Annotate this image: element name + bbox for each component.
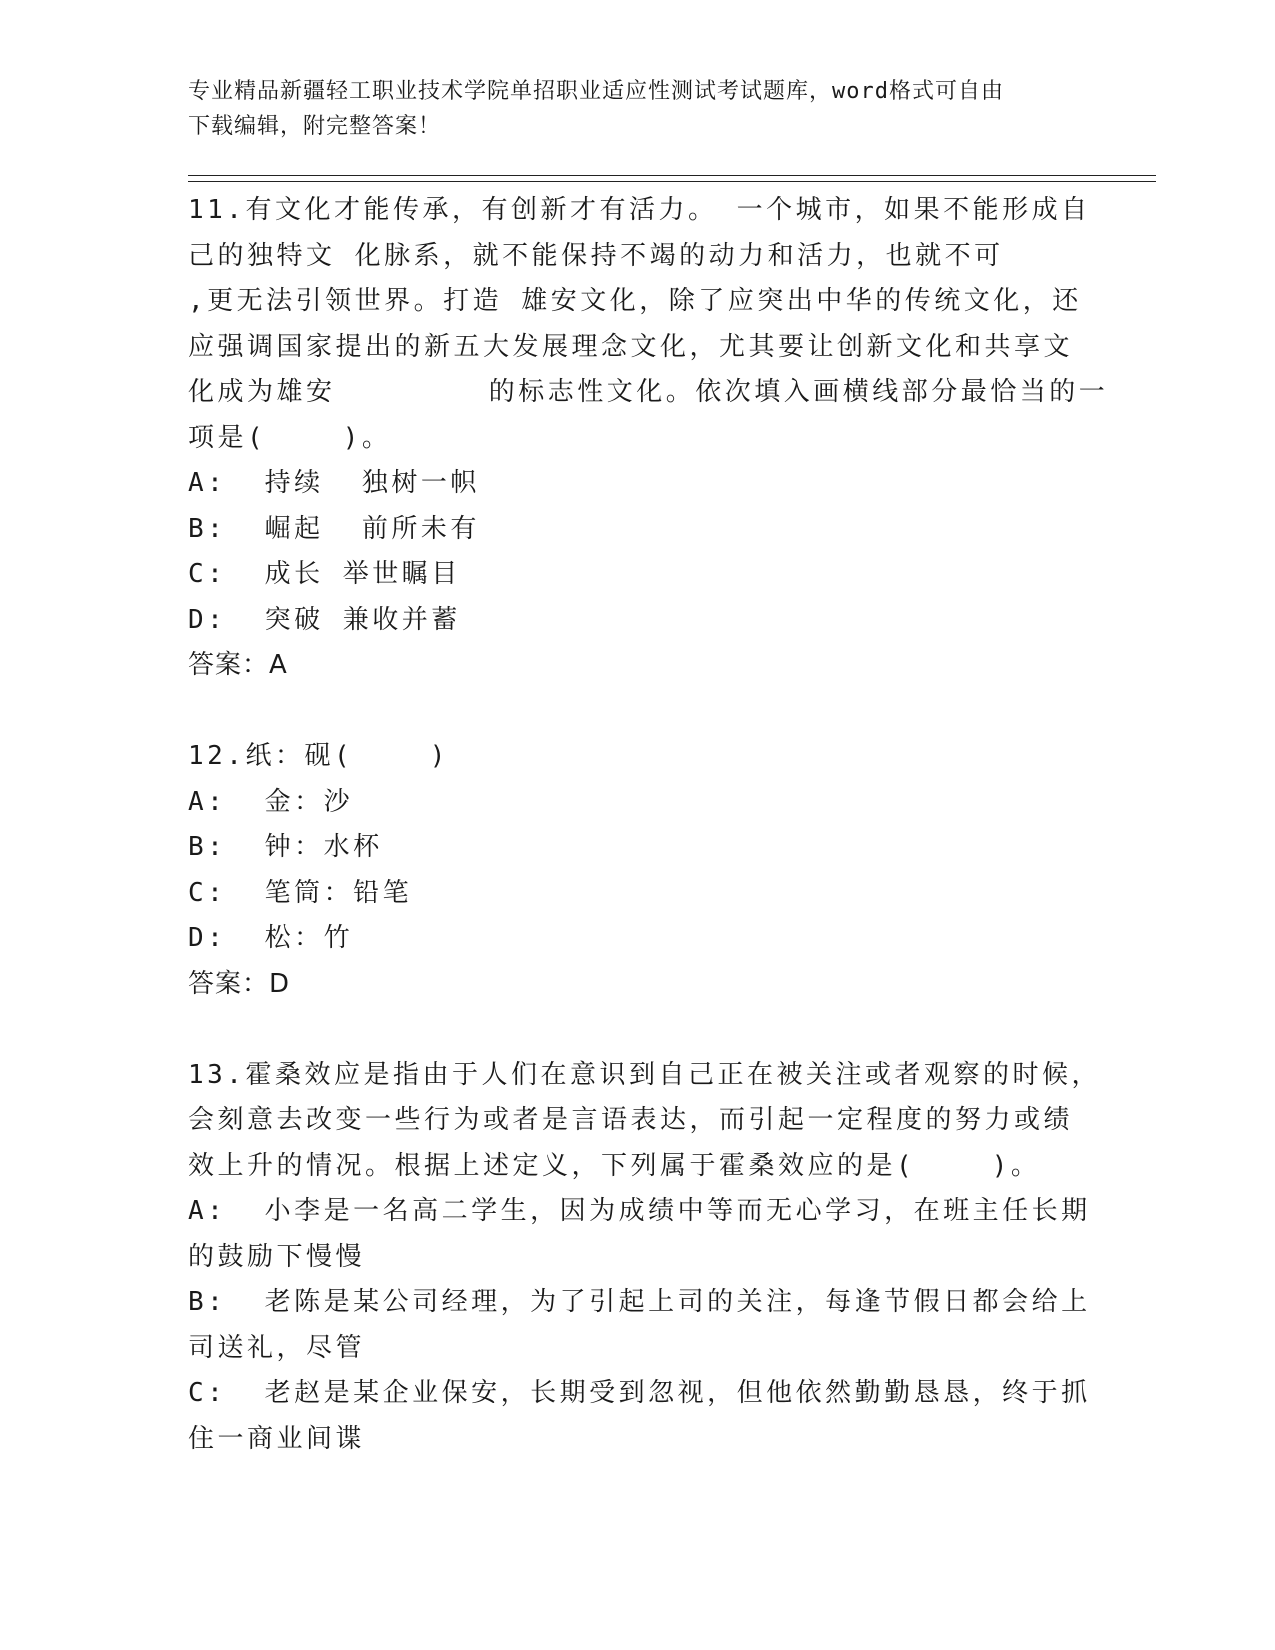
question-text-line: 己的独特文 化脉系，就不能保持不竭的动力和活力，也就不可 <box>188 240 1004 271</box>
question-text-line: 13.霍桑效应是指由于人们在意识到自己正在被关注或者观察的时候， <box>188 1059 1101 1090</box>
question-text-line: 会刻意去改变一些行为或者是言语表达，而引起一定程度的努力或绩 <box>188 1105 1074 1135</box>
answer-line: 答案：A <box>188 650 288 680</box>
option-b-continued: 司送礼，尽管 <box>188 1332 366 1363</box>
spacer <box>188 689 1068 735</box>
question-12 <box>188 734 1068 1007</box>
question-text-line: 效上升的情况。根据上述定义，下列属于霍桑效应的是( )。 <box>188 1150 1041 1181</box>
option-a: A: 小李是一名高二学生，因为成绩中等而无心学习，在班主任长期 <box>188 1196 1091 1226</box>
option-d: D: 突破 兼收并蓄 <box>188 604 461 635</box>
option-b: B: 钟：水杯 <box>188 832 383 862</box>
question-text-line: 化成为雄安 的标志性文化。依次填入画横线部分最恰当的一 <box>188 377 1109 407</box>
option-a: A: 金：沙 <box>188 786 354 817</box>
option-b: B: 老陈是某公司经理，为了引起上司的关注，每逢节假日都会给上 <box>188 1287 1091 1317</box>
page-header <box>188 74 1068 144</box>
option-c: C: 笔筒：铅笔 <box>188 877 413 908</box>
question-text-line: 12.纸：砚( ) <box>188 741 449 771</box>
question-list <box>188 188 1109 1462</box>
question-text-line: 应强调国家提出的新五大发展理念文化，尤其要让创新文化和共享文 <box>188 331 1074 362</box>
option-c: C: 成长 举世瞩目 <box>188 559 461 589</box>
option-b: B: 崛起 前所未有 <box>188 513 480 544</box>
question-13 <box>188 1053 1101 1463</box>
header-rule-top <box>188 175 1156 176</box>
option-a-continued: 的鼓励下慢慢 <box>188 1241 366 1272</box>
option-a: A: 持续 独树一帜 <box>188 468 480 498</box>
answer-line: 答案：D <box>188 968 291 999</box>
header-line-2: 下载编辑，附完整答案！ <box>188 114 442 139</box>
question-text-line: 11.有文化才能传承，有创新才有活力。 一个城市，如果不能形成自 <box>188 195 1091 225</box>
option-c: C: 老赵是某企业保安，长期受到忽视，但他依然勤勤恳恳，终于抓 <box>188 1378 1091 1408</box>
question-text-line: ,更无法引领世界。打造 雄安文化，除了应突出中华的传统文化，还 <box>188 286 1082 316</box>
option-d: D: 松：竹 <box>188 923 354 953</box>
option-c-continued: 住一商业间谍 <box>188 1423 366 1454</box>
spacer <box>188 1007 1068 1053</box>
header-rule-bottom <box>188 181 1156 182</box>
question-text-line: 项是( )。 <box>188 422 392 453</box>
question-11 <box>188 188 1109 689</box>
header-line-1: 专业精品新疆轻工职业技术学院单招职业适应性测试考试题库，word格式可自由 <box>188 79 1004 104</box>
